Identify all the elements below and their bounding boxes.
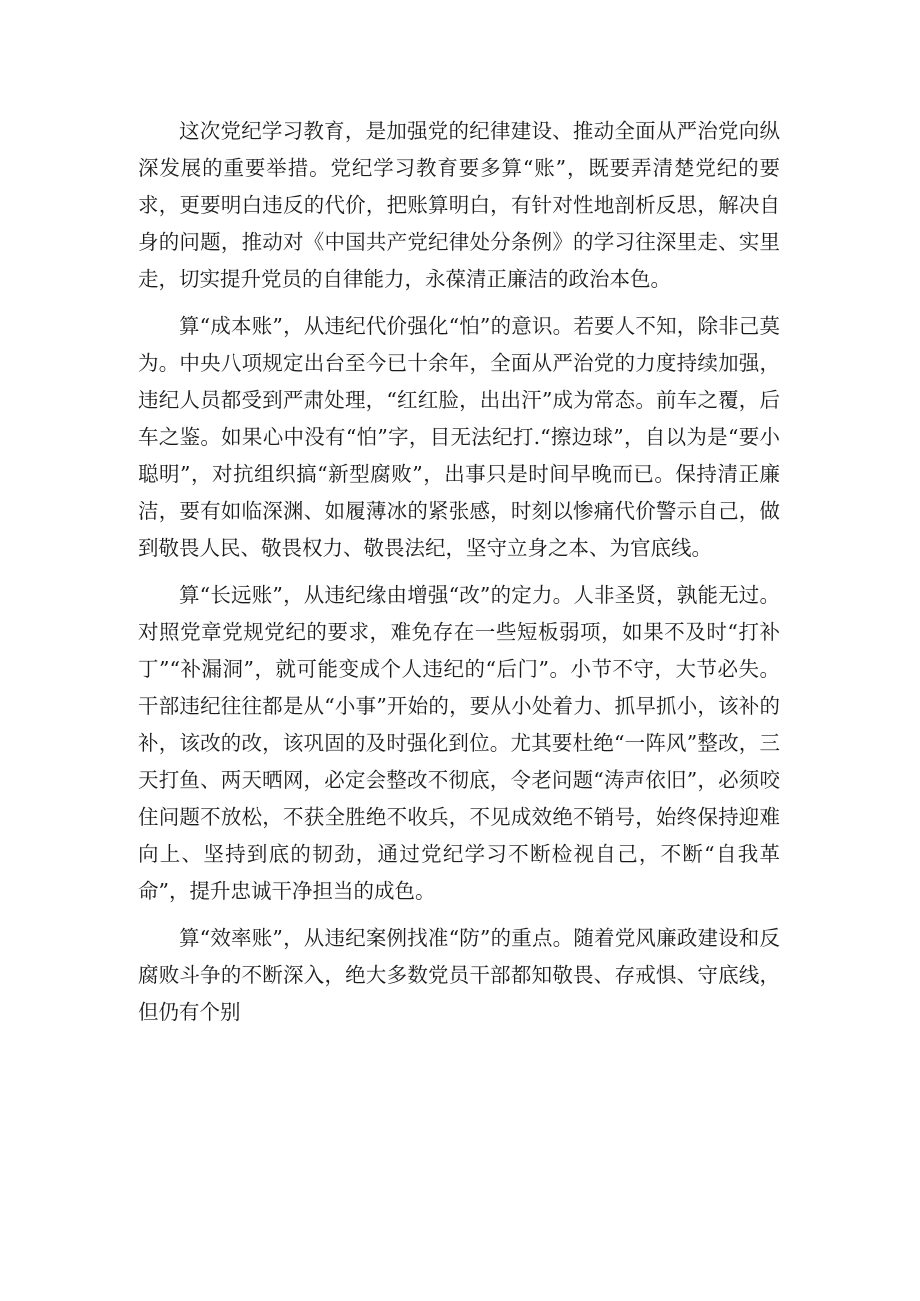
paragraph-efficiency-account: 算“效率账”，从违纪案例找准“防”的重点。随着党风廉政建设和反腐败斗争的不断深入，绝大多数党员干部都知敬畏、存戒惧、守底线，但仍有个别 (138, 926, 780, 1024)
paragraph-intro: 这次党纪学习教育，是加强党的纪律建设、推动全面从严治党向纵深发展的重要举措。党纪学习教育要多算“账”，既要弄清楚党纪的要求，更要明白违反的代价，把账算明白，有针对性地剖析反思，解决自身的问题，推动对《中国共产党纪律处分条例》的学习往深里走、实里走，切实提升党员的自律能力，永葆清正廉洁的政治本色。 (138, 119, 780, 291)
paragraph-long-term-account: 算“长远账”，从违纪缘由增强“改”的定力。人非圣贤，孰能无过。对照党章党规党纪的要求，难免存在一些短板弱项，如果不及时“打补丁”“补漏洞”，就可能变成个人违纪的“后门”。小节不守，大节必失。干部违纪往往都是从“小事”开始的，要从小处着力、抓早抓小，该补的补，该改的改，该巩固的及时强化到位。尤其要杜绝“一阵风”整改，三天打鱼、两天晒网，必定会整改不彻底，令老问题“涛声依旧”，必须咬住问题不放松，不获全胜绝不收兵，不见成效绝不销号，始终保持迎难向上、坚持到底的韧劲，通过党纪学习不断检视自己，不断“自我革命”，提升忠诚干净担当的成色。 (138, 583, 780, 903)
document-body (138, 113, 780, 1031)
paragraph-cost-account: 算“成本账”，从违纪代价强化“怕”的意识。若要人不知，除非己莫为。中央八项规定出台至今已十余年，全面从严治党的力度持续加强，违纪人员都受到严肃处理，“红红脸，出出汗”成为常态。前车之覆，后车之鉴。如果心中没有“怕”字，目无法纪打.“擦边球”，自以为是“要小聪明”，对抗组织搞“新型腐败”，出事只是时间早晚而已。保持清正廉洁，要有如临深渊、如履薄冰的紧张感，时刻以惨痛代价警示自己，做到敬畏人民、敬畏权力、敬畏法纪，坚守立身之本、为官底线。 (138, 314, 780, 560)
